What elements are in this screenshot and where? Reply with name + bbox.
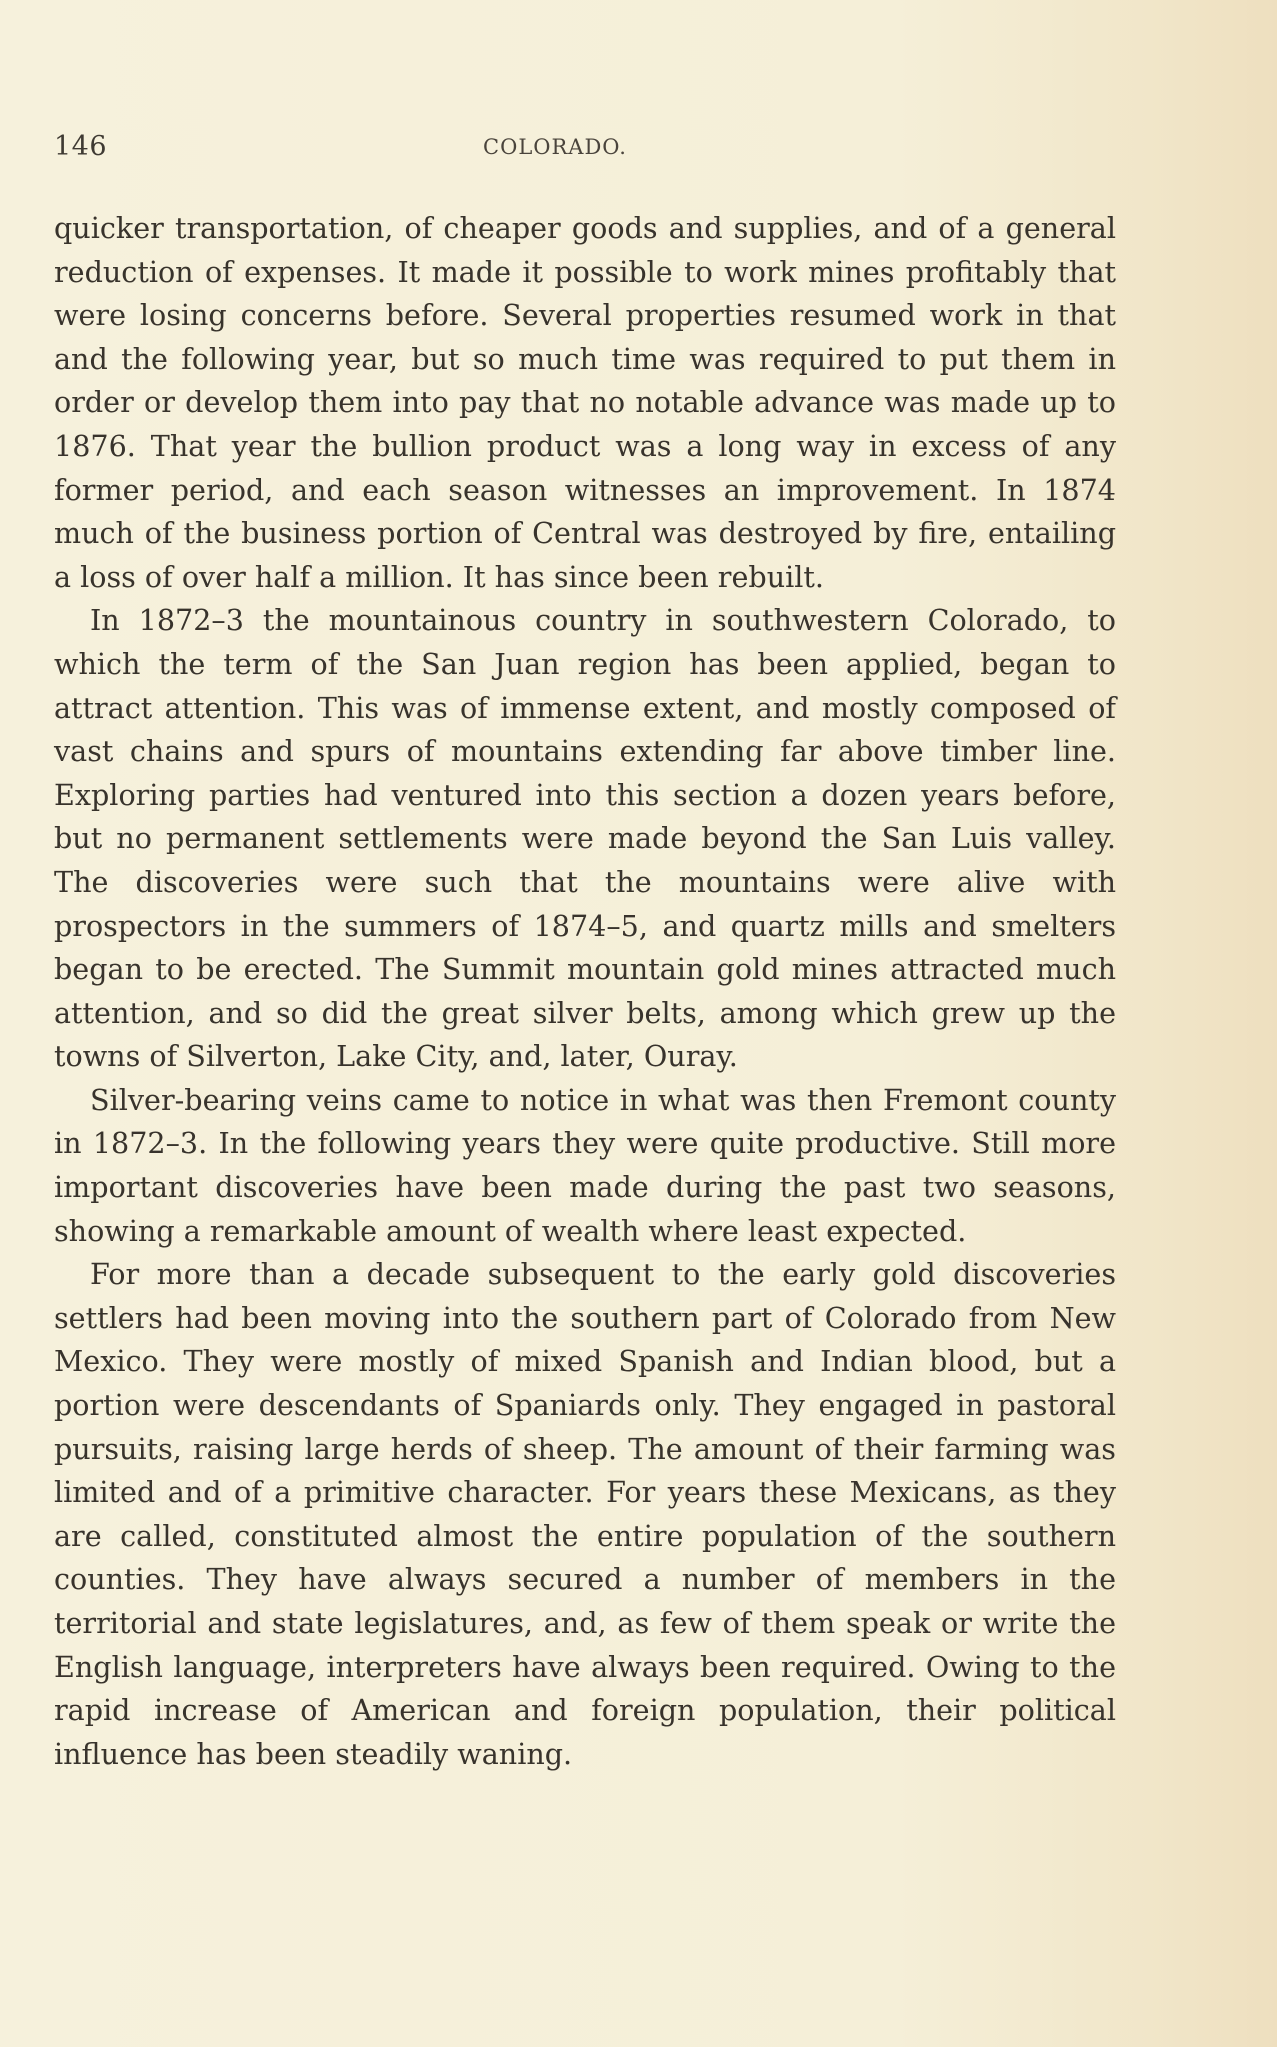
- paragraph-san-juan-region: In 1872–3 the mountainous country in southwestern Colorado, to which the term of the San Juan region has been applied, began to attract attention. This was of immense extent, and mostly composed of vast chains and spurs of mountains extending far above timber line. Exploring parties had ventured into this section a dozen years before, but no permanent settlements were made beyond the San Luis valley. The discoveries were such that the mountains were alive with prospectors in the summers of 1874–5, and quartz mills and smelters began to be erected. The Summit mountain gold mines attracted much attention, and so did the great silver belts, among which grew up the towns of Silverton, Lake City, and, later, Ouray.: [54, 603, 1116, 1074]
- page-header: [54, 131, 1116, 171]
- page-number: 146: [54, 131, 108, 162]
- body-text: [54, 207, 1116, 1776]
- paragraph-transportation: quicker transportation, of cheaper goods and supplies, and of a general reduction of expenses. It made it possible to work mines profitably that were losing concerns before. Several properties resumed work in that and the following year, but so much time was required to put them in order or develop them into pay that no notable advance was made up to 1876. That year the bullion product was a long way in excess of any former period, and each season witnesses an improvement. In 1874 much of the business portion of Central was destroyed by fire, entailing a loss of over half a million. It has since been rebuilt.: [54, 211, 1116, 594]
- paragraph-new-mexico-settlers: For more than a decade subsequent to the early gold discoveries settlers had been moving into the southern part of Colorado from New Mexico. They were mostly of mixed Spanish and Indian blood, but a portion were descendants of Spaniards only. They engaged in pastoral pursuits, raising large herds of sheep. The amount of their farming was limited and of a primitive character. For years these Mexicans, as they are called, constituted almost the entire population of the southern counties. They have always secured a number of members in the territorial and state legislatures, and, as few of them speak or write the English language, interpreters have always been required. Owing to the rapid increase of American and foreign population, their political influence has been steadily waning.: [54, 1257, 1116, 1771]
- running-head: COLORADO.: [483, 135, 627, 159]
- paragraph-fremont-county: Silver-bearing veins came to notice in what was then Fremont county in 1872–3. In the following years they were quite productive. Still more important discoveries have been made during the past two seasons, showing a remarkable amount of wealth where least expected.: [54, 1082, 1116, 1248]
